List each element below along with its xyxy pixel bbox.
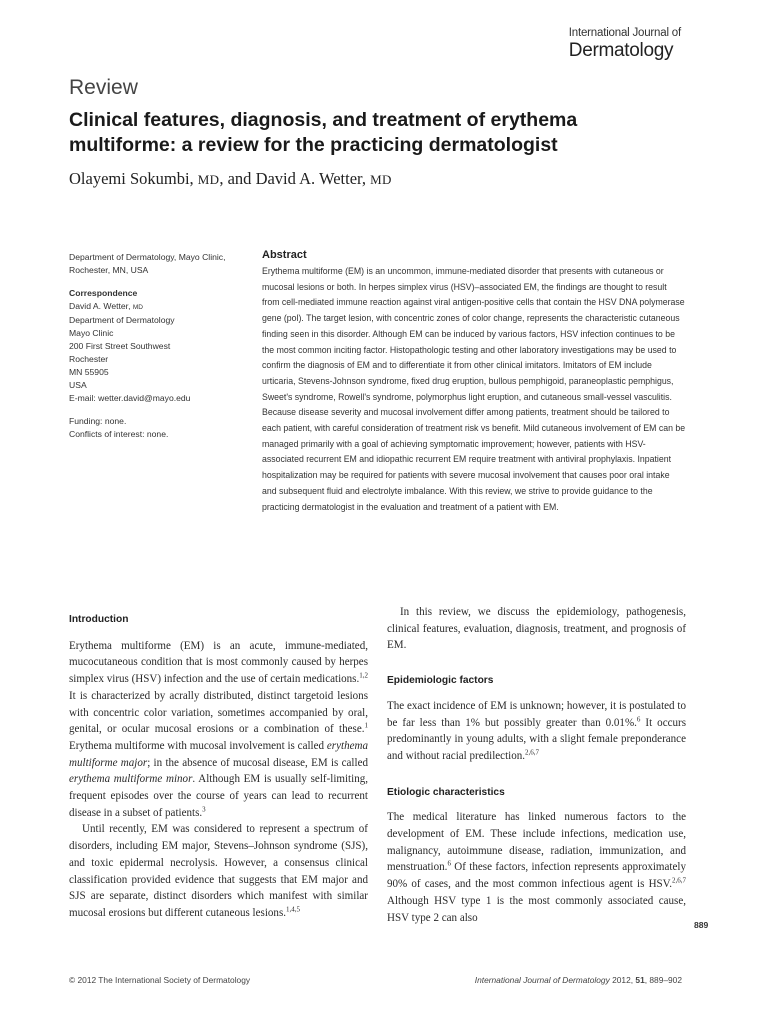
text-run: The exact incidence of EM is unknown; however, it is postulated to be far less than 1% but possibly greater than 0.01%. <box>387 699 686 729</box>
citation: 2,6,7 <box>672 876 686 885</box>
journal-logo <box>569 28 681 60</box>
etiology-paragraph <box>387 809 686 926</box>
author-1-degree: MD <box>197 172 220 187</box>
correspondence-block <box>69 287 244 405</box>
term-em-minor: erythema multiforme minor <box>69 773 193 786</box>
correspondence-name-line <box>69 300 244 314</box>
author-separator: , and <box>219 169 256 188</box>
author-list <box>69 169 392 189</box>
correspondence-email[interactable]: E-mail: wetter.david@mayo.edu <box>69 393 191 403</box>
author-2-degree: MD <box>370 172 392 187</box>
correspondence-name: David A. Wetter, <box>69 301 131 311</box>
page-number: 889 <box>694 920 709 930</box>
journal-logo-line1: International Journal of <box>568 27 681 39</box>
citation: 3 <box>202 805 206 814</box>
author-info-column <box>69 251 244 441</box>
footer-journal-name: International Journal of Dermatology <box>474 975 610 985</box>
text-run: It is characterized by acrally distributed, distinct targetoid lesions with concentric color variation, sometimes accompanied by oral, genital, or ocular mucosal erosions or a combination of these. <box>69 689 368 736</box>
text-run: The medical literature has linked numerous factors to the development of EM. These include infections, medication use, malignancy, autoimmune disease, radiation, immunization, and menstruation. <box>387 811 686 874</box>
text-run: Although HSV type 1 is the most commonly associated cause, HSV type 2 can also <box>387 894 686 924</box>
citation: 1,2 <box>359 671 368 680</box>
section-label: Review <box>69 76 138 99</box>
author-2-name: David A. Wetter, <box>255 169 366 188</box>
correspondence-degree: MD <box>132 304 143 311</box>
abstract-text: Erythema multiforme (EM) is an uncommon, immune-mediated disorder that presents with cutaneous or mucosal lesions or both. In herpes simplex virus (HSV)–associated EM, the findings are thought to result from cell-mediated immune reaction against viral antigen-positive cells that contain the HSV DNA polymerase gene (pol). The target lesion, with concentric zones of color change, represents the characteristic cutaneous finding seen in this disorder. Although EM can be induced by various factors, HSV infection continues to be the most common inciting factor. Histopathologic testing and other laboratory investigations may be used to confirm the diagnosis of EM and to differentiate it from other clinical imitators. Imitators of EM include urticaria, Stevens-Johnson syndrome, fixed drug eruption, bullous pemphigoid, paraneoplastic pemphigus, Sweet's syndrome, Rowell's syndrome, polymorphus light eruption, and cutaneous small-vessel vasculitis. Because disease severity and mucosal involvement differ among patients, treatment should be tailored to each patient, with careful consideration of treatment risk vs benefit. Mild cutaneous involvement of EM can be managed primarily with a goal of achieving symptomatic improvement; however, patients with HSV-associated recurrent EM and idiopathic recurrent EM require treatment with antiviral prophylaxis. Inpatient hospitalization may be required for patients with severe mucosal involvement that causes poor oral intake and subsequent fluid and electrolyte imbalance. With this review, we strive to provide guidance to the practicing dermatologist in the evaluation and treatment of a patient with EM. <box>262 266 686 512</box>
citation: 1 <box>364 721 368 730</box>
text-run: It occurs predominantly in young adults, with a slight female preponderance and without racial predilection. <box>387 716 686 762</box>
correspondence-line: Mayo Clinic <box>69 328 114 338</box>
term-em-major: erythema multiforme major <box>69 739 368 769</box>
journal-logo-line2: Dermatology <box>568 39 674 61</box>
footer-pages: , 889–902 <box>644 975 682 985</box>
intro-paragraph-2 <box>69 821 368 921</box>
footer-year: 2012, <box>609 975 636 985</box>
funding-statement: Funding: none. <box>69 416 127 426</box>
text-run: ; in the absence of mucosal disease, EM is called <box>147 756 368 769</box>
intro-paragraph-1 <box>69 638 368 822</box>
article-title: Clinical features, diagnosis, and treatment of erythema multiforme: a review for the practicing dermatologist <box>69 109 578 156</box>
conflicts-statement: Conflicts of interest: none. <box>69 429 169 439</box>
abstract-section <box>262 249 686 515</box>
epidemiologic-heading: Epidemiologic factors <box>387 675 494 687</box>
citation: 6 <box>636 714 641 723</box>
correspondence-heading: Correspondence <box>69 288 138 298</box>
copyright-text: © 2012 The International Society of Dermatology <box>69 975 251 985</box>
citation: 1,4,5 <box>286 905 301 914</box>
text-run: Erythema multiforme (EM) is an acute, immune-mediated, mucocutaneous condition that is most commonly caused by herpes simplex virus (HSV) infection and the use of certain medications. <box>69 639 368 686</box>
footer-volume: 51 <box>635 975 645 985</box>
body-right-column <box>387 604 686 926</box>
author-1-name: Olayemi Sokumbi, <box>69 169 194 188</box>
citation: 2,6,7 <box>525 748 540 757</box>
text-run: Erythema multiforme with mucosal involvement is called <box>69 739 327 752</box>
epidemiology-paragraph <box>387 698 686 765</box>
correspondence-line: USA <box>69 380 87 390</box>
correspondence-line: Rochester <box>69 354 109 364</box>
introduction-heading: Introduction <box>69 614 129 625</box>
etiologic-heading: Etiologic characteristics <box>387 786 505 798</box>
copyright-footer <box>69 975 250 985</box>
body-left-column <box>69 612 368 922</box>
affiliation: Department of Dermatology, Mayo Clinic, Rochester, MN, USA <box>69 252 226 275</box>
correspondence-line: Department of Dermatology <box>69 315 175 325</box>
citation-footer <box>475 975 682 985</box>
abstract-heading: Abstract <box>262 249 307 261</box>
text-run: . Although EM is usually self-limiting, frequent episodes over the course of years can lead to recurrent disease in a subset of patients. <box>69 773 369 819</box>
correspondence-line: MN 55905 <box>69 367 109 377</box>
text-run: Of these factors, infection represents approximately 90% of cases, and the most common infectious agent is HSV. <box>387 861 686 891</box>
citation: 6 <box>447 859 451 868</box>
review-scope-paragraph: In this review, we discuss the epidemiology, pathogenesis, clinical features, evaluation, diagnosis, treatment, and prognosis of EM. <box>387 606 686 652</box>
correspondence-line: 200 First Street Southwest <box>69 341 171 351</box>
text-run: Until recently, EM was considered to represent a spectrum of disorders, including EM major, Stevens–Johnson syndrome (SJS), and toxic epidermal necrolysis. However, a consensus clinical classification provided evidence that suggests that EM major and SJS are separate, distinct disorders which manifest with similar mucosal erosions but different cutaneous lesions. <box>69 823 368 919</box>
